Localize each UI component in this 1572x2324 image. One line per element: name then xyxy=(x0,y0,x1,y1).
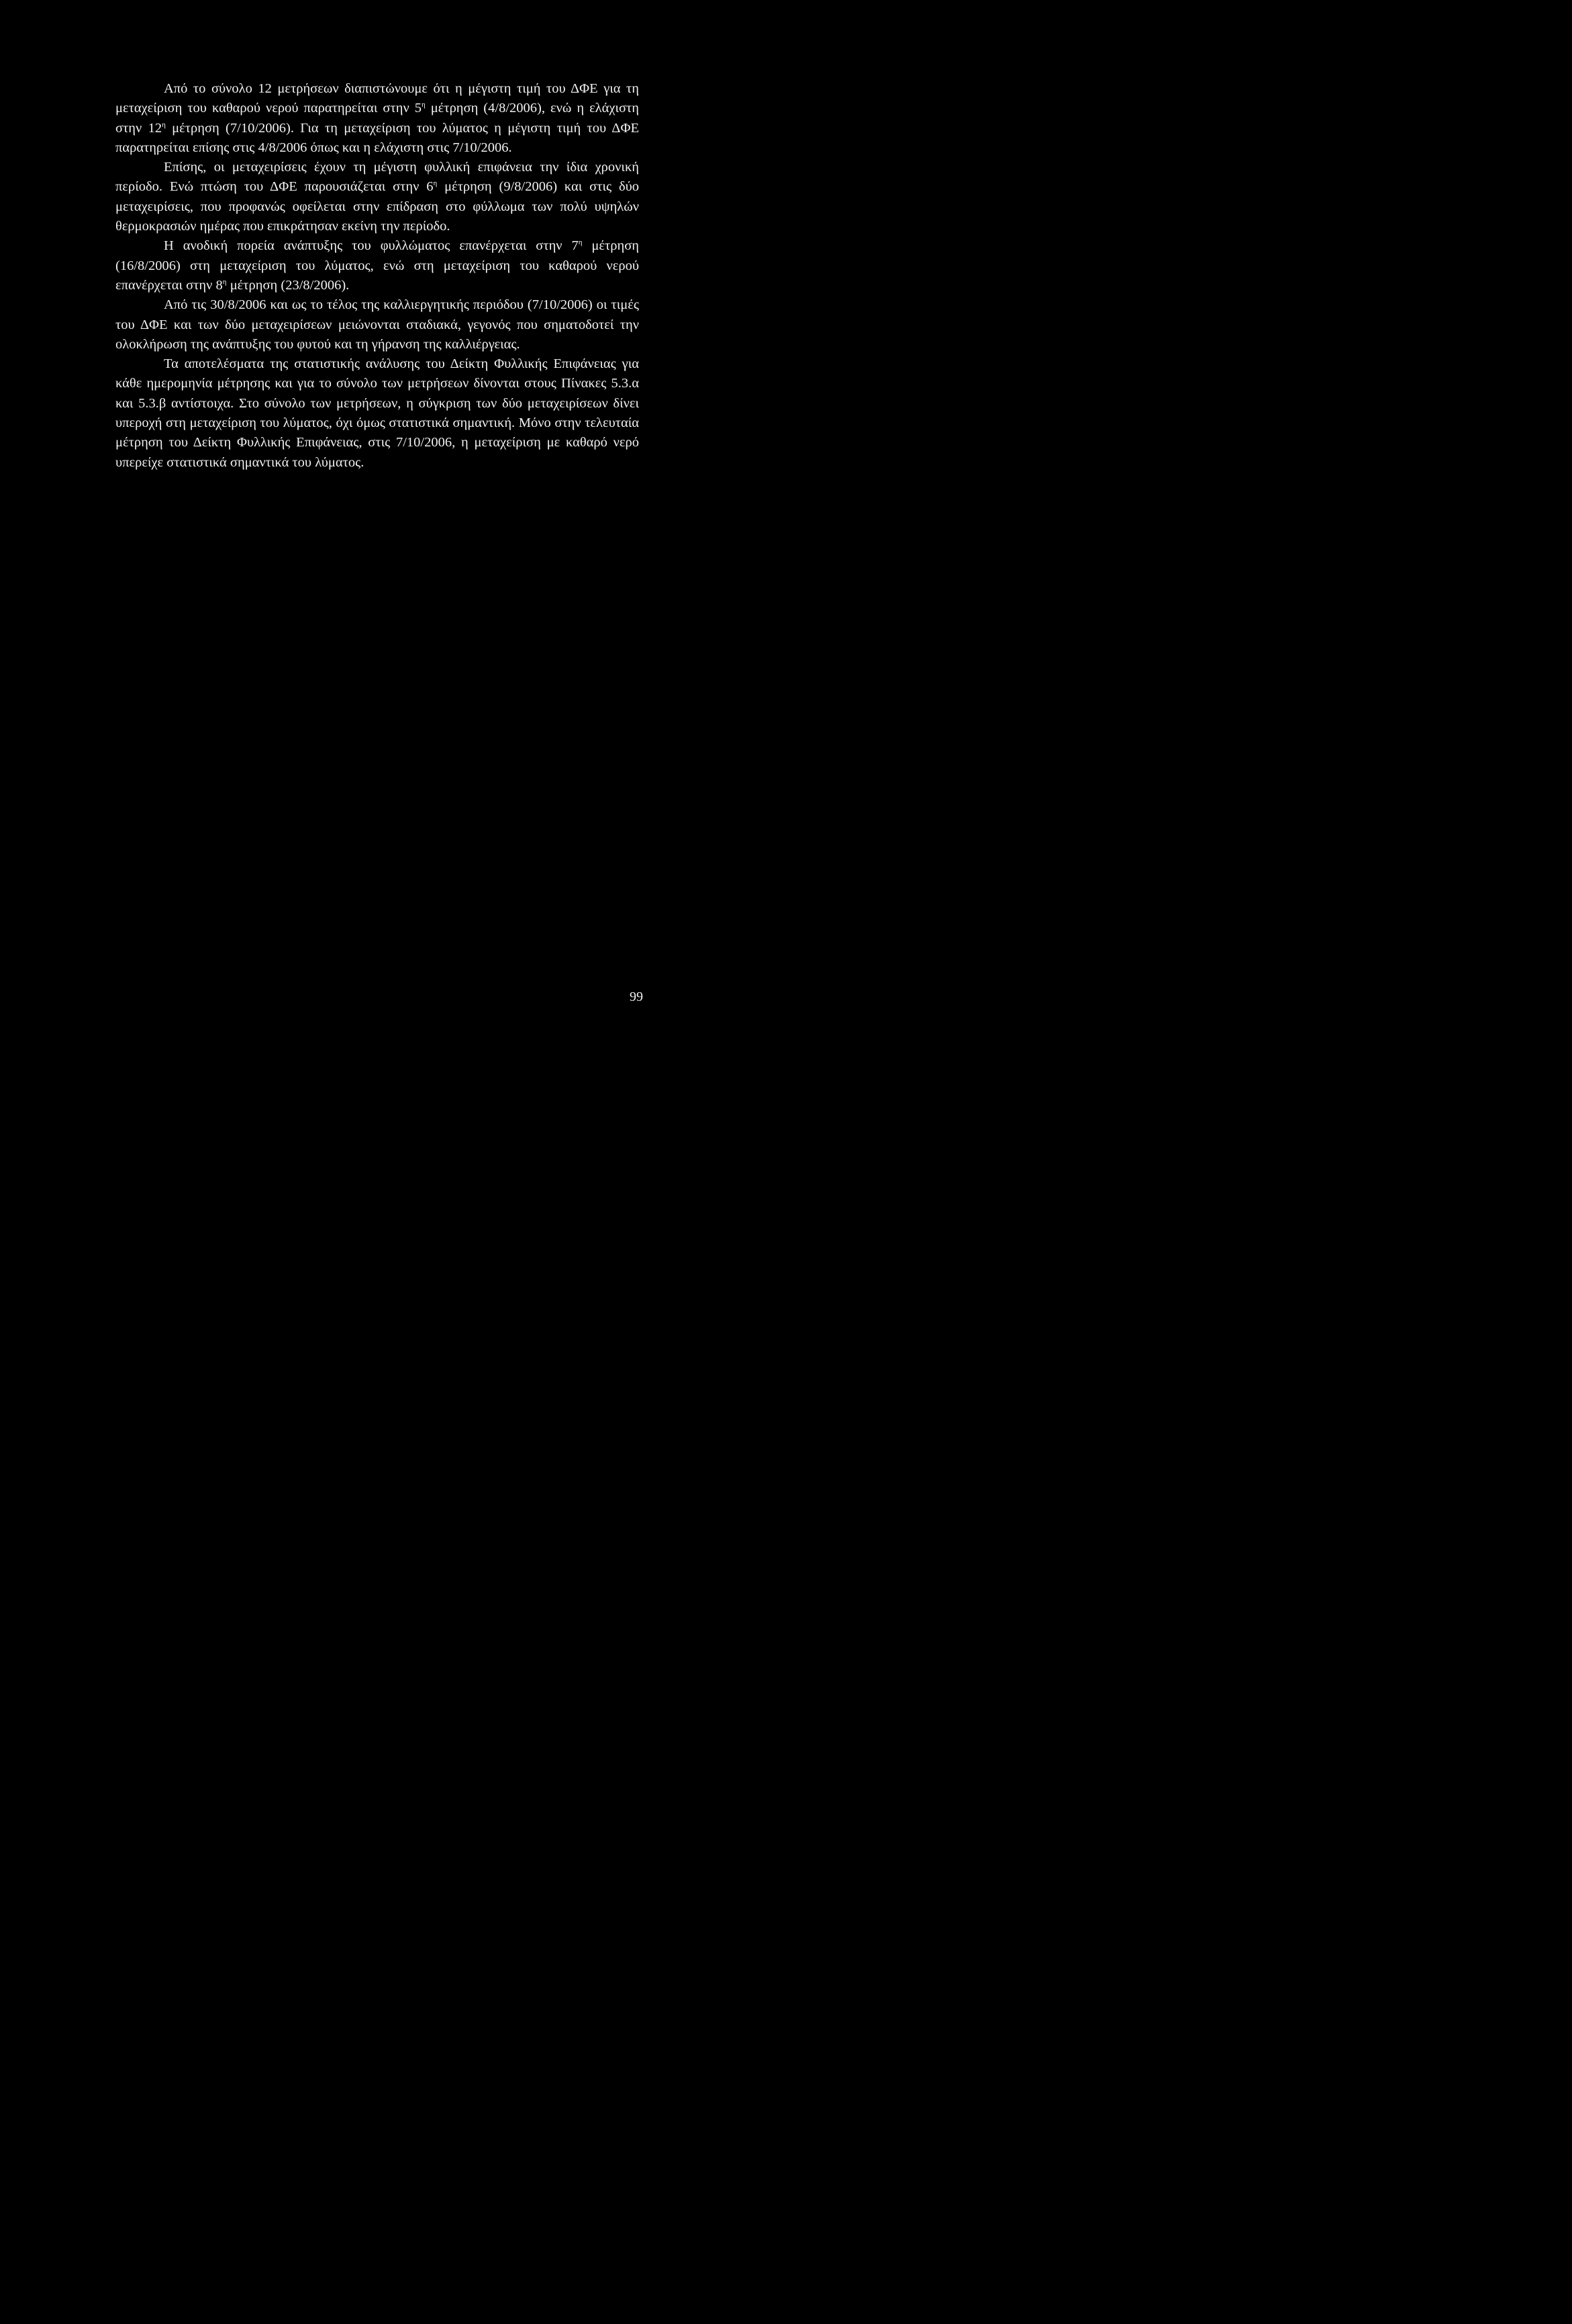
paragraph-5 xyxy=(115,354,639,473)
ordinal-superscript: η xyxy=(162,120,166,129)
paragraph-1-part-3: μέτρηση (7/10/2006). Για τη μεταχείριση του λύματος η μέγιστη τιμή του ΔΦΕ παρατηρείται επίσης στις 4/8/2006 όπως και η ελάχιστη στις 7/10/2006. xyxy=(115,120,639,155)
ordinal-superscript: η xyxy=(421,101,426,109)
paragraph-2-part-1: Επίσης, οι μεταχειρίσεις έχουν τη μέγιστη φυλλική επιφάνεια την ίδια χρονική περίοδο. Ενώ πτώση του ΔΦΕ παρουσιάζεται στην 6 xyxy=(115,160,639,195)
paragraph-2-part-2: μέτρηση (9/8/2006) και στις δύο μεταχειρίσεις, που προφανώς οφείλεται στην επίδραση στο φύλλωμα των πολύ υψηλών θερμοκρασιών ημέρας που επικράτησαν εκείνη την περίοδο. xyxy=(115,179,640,234)
paragraph-1-part-2: μέτρηση (4/8/2006), ενώ η ελάχιστη στην 12 xyxy=(115,101,639,136)
paragraph-3-part-1: Η ανοδική πορεία ανάπτυξης του φυλλώματος επανέρχεται στην 7 xyxy=(164,238,579,254)
paragraph-4-text: Από τις 30/8/2006 και ως το τέλος της καλλιεργητικής περιόδου (7/10/2006) οι τιμές του ΔΦΕ και των δύο μεταχειρίσεων μειώνονται σταδιακά, γεγονός που σηματοδοτεί την ολοκλήρωση της ανάπτυξης του φυτού και τη γήρανση της καλλιέργειας. xyxy=(115,297,639,352)
paragraph-1-part-1: Από το σύνολο 12 μετρήσεων διαπιστώνουμε ότι η μέγιστη τιμή του ΔΦΕ για τη μεταχείριση του καθαρού νερού παρατηρείται στην 5 xyxy=(115,81,639,116)
ordinal-superscript: η xyxy=(578,238,583,247)
document-body xyxy=(115,79,639,473)
paragraph-5-text: Τα αποτελέσματα της στατιστικής ανάλυσης του Δείκτη Φυλλικής Επιφάνειας για κάθε ημερομηνία μέτρησης και για το σύνολο των μετρήσεων δίνονται στους Πίνακες 5.3.α και 5.3.β αντίστοιχα. Στο σύνολο των μετρήσεων, η σύγκριση των δύο μεταχειρίσεων δίνει υπεροχή στη μεταχείριση του λύματος, όχι όμως στατιστικά σημαντική. Μόνο στην τελευταία μέτρηση του Δείκτη Φυλλικής Επιφάνειας, στις 7/10/2006, η μεταχείριση με καθαρό νερό υπερείχε στατιστικά σημαντικά του λύματος. xyxy=(115,356,639,470)
ordinal-superscript: η xyxy=(433,179,438,188)
ordinal-superscript: η xyxy=(222,277,227,286)
paragraph-1 xyxy=(115,79,639,158)
paragraph-3-part-2: μέτρηση (16/8/2006) στη μεταχείριση του λύματος, ενώ στη μεταχείριση του καθαρού νερού επανέρχεται στην 8 xyxy=(115,238,639,293)
paragraph-3 xyxy=(115,236,639,295)
paragraph-2 xyxy=(115,158,639,236)
paragraph-3-part-3: μέτρηση (23/8/2006). xyxy=(226,277,350,293)
paragraph-4 xyxy=(115,295,639,354)
page-number: 99 xyxy=(630,989,643,1004)
